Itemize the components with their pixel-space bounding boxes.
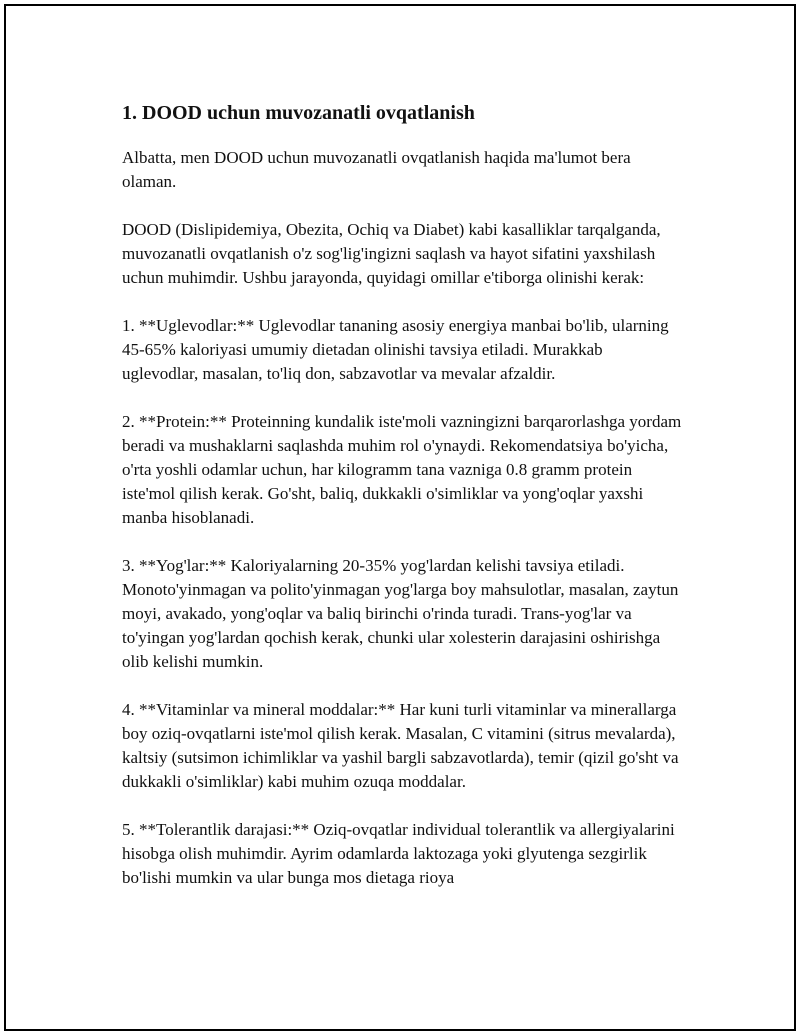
- tolerance-paragraph: 5. **Tolerantlik darajasi:** Oziq-ovqatlar individual tolerantlik va allergiyalarini hisobga olish muhimdir. Ayrim odamlarda laktozaga yoki glyutenga sezgirlik bo'lishi mumkin va ular bunga mos dietaga rioya: [122, 820, 675, 887]
- page-frame: [4, 4, 796, 1031]
- fats-paragraph: 3. **Yog'lar:** Kaloriyalarning 20-35% yog'lardan kelishi tavsiya etiladi. Monoto'yinmagan va polito'yinmagan yog'larga boy mahsulotlar, masalan, zaytun moyi, avakado, yong'oqlar va baliq birinchi o'rinda turadi. Trans-yog'lar va to'yingan yog'lardan qochish kerak, chunki ular xolesterin darajasini oshirishga olib kelishi mumkin.: [122, 556, 679, 671]
- vitamins-minerals-paragraph: 4. **Vitaminlar va mineral moddalar:** Har kuni turli vitaminlar va minerallarga boy oziq-ovqatlarni iste'mol qilish kerak. Masalan, C vitamini (sitrus mevalarda), kaltsiy (sutsimon ichimliklar va yashil bargli sabzavotlarda), temir (qizil go'sht va dukkakli o'simliklar) kabi muhim ozuqa moddalar.: [122, 700, 679, 791]
- context-paragraph: DOOD (Dislipidemiya, Obezita, Ochiq va Diabet) kabi kasalliklar tarqalganda, muvozanatli ovqatlanish o'z sog'lig'ingizni saqlash va hayot sifatini yaxshilash uchun muhimdir. Ushbu jarayonda, quyidagi omillar e'tiborga olinishi kerak:: [122, 220, 661, 287]
- document-body: [122, 100, 682, 914]
- carbohydrates-paragraph: 1. **Uglevodlar:** Uglevodlar tananing asosiy energiya manbai bo'lib, ularning 45-65% kaloriyasi umumiy dietadan olinishi tavsiya etiladi. Murakkab uglevodlar, masalan, to'liq don, sabzavotlar va mevalar afzaldir.: [122, 316, 669, 383]
- document-heading: 1. DOOD uchun muvozanatli ovqatlanish: [122, 102, 475, 124]
- intro-paragraph: Albatta, men DOOD uchun muvozanatli ovqatlanish haqida ma'lumot bera olaman.: [122, 148, 631, 191]
- protein-paragraph: 2. **Protein:** Proteinning kundalik iste'moli vazningizni barqarorlashga yordam beradi va mushaklarni saqlashda muhim rol o'ynaydi. Rekomendatsiya bo'yicha, o'rta yoshli odamlar uchun, har kilogramm tana vazniga 0.8 gramm protein iste'mol qilish kerak. Go'sht, baliq, dukkakli o'simliklar va yong'oqlar yaxshi manba hisoblanadi.: [122, 412, 682, 527]
